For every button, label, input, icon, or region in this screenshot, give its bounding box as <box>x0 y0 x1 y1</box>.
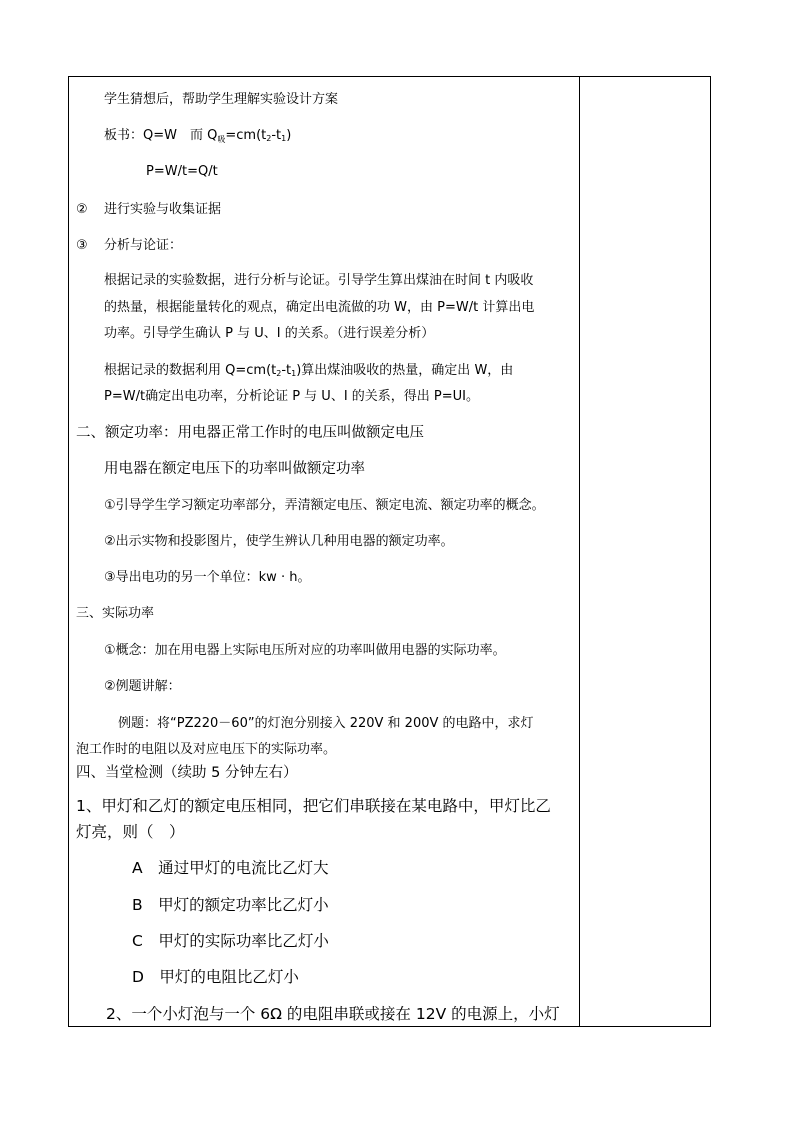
question-text: 2、一个小灯泡与一个 6Ω 的电阻串联或接在 12V 的电源上，小灯 <box>106 1005 560 1023</box>
text-line: 分析与论证： <box>104 238 183 253</box>
text-line: 例题：将“PZ220－60”的灯泡分别接入 220V 和 200V 的电路中，求灯 <box>118 716 534 731</box>
answer-option: A 通过甲灯的电流比乙灯大 <box>132 859 329 877</box>
text-line: 根据记录的数据利用 $Q=cm(t_2-t_1)$算出煤油吸收的热量，确定出 W，由 <box>104 363 514 378</box>
text-line: P=W/t确定出电功率，分析论证 P 与 U、I 的关系，得出 P=UI。 <box>104 389 479 404</box>
text-line: 学生猜想后，帮助学生理解实验设计方案 <box>104 92 339 107</box>
section-heading: 三、实际功率 <box>76 606 155 621</box>
question-text: 灯亮，则（ ） <box>76 823 185 841</box>
text-line: 用电器在额定电压下的功率叫做额定功率 <box>104 461 365 477</box>
text-line: ②例题讲解： <box>104 679 181 694</box>
text-line: ①概念：加在用电器上实际电压所对应的功率叫做用电器的实际功率。 <box>104 643 506 658</box>
text-line: 根据记录的实验数据，进行分析与论证。引导学生算出煤油在时间 t 内吸收 <box>104 273 534 288</box>
question-text: 1、甲灯和乙灯的额定电压相同，把它们串联接在某电路中，甲灯比乙 <box>76 797 551 815</box>
table-frame <box>68 76 711 1027</box>
formula-line: P=W/t=Q/t <box>146 164 218 179</box>
column-divider <box>579 76 580 1027</box>
text-line: 泡工作时的电阻以及对应电压下的实际功率。 <box>76 742 337 757</box>
text-line: ②出示实物和投影图片，使学生辨认几种用电器的额定功率。 <box>104 534 454 549</box>
answer-option: D 甲灯的电阻比乙灯小 <box>132 968 299 986</box>
text-line: 进行实验与收集证据 <box>104 202 222 217</box>
text-line: 功率。引导学生确认 P 与 U、I 的关系。（进行误差分析） <box>104 326 435 341</box>
formula-line: 板书：Q=W 而 $Q_吸=cm(t_2-t_1)$ <box>104 128 292 144</box>
section-heading: 二、额定功率：用电器正常工作时的电压叫做额定电压 <box>76 425 424 441</box>
text-line: 的热量，根据能量转化的观点，确定出电流做的功 W，由 P=W/t 计算出电 <box>104 300 535 315</box>
answer-option: B 甲灯的额定功率比乙灯小 <box>132 896 329 914</box>
section-heading: 四、当堂检测（续助 5 分钟左右） <box>76 765 298 781</box>
step-number: ③ <box>76 238 88 253</box>
text-line: ①引导学生学习额定功率部分，弄清额定电压、额定电流、额定功率的概念。 <box>104 498 545 513</box>
answer-option: C 甲灯的实际功率比乙灯小 <box>132 932 329 950</box>
step-number: ② <box>76 202 88 217</box>
text-line: ③导出电功的另一个单位：kw · h。 <box>104 570 311 585</box>
